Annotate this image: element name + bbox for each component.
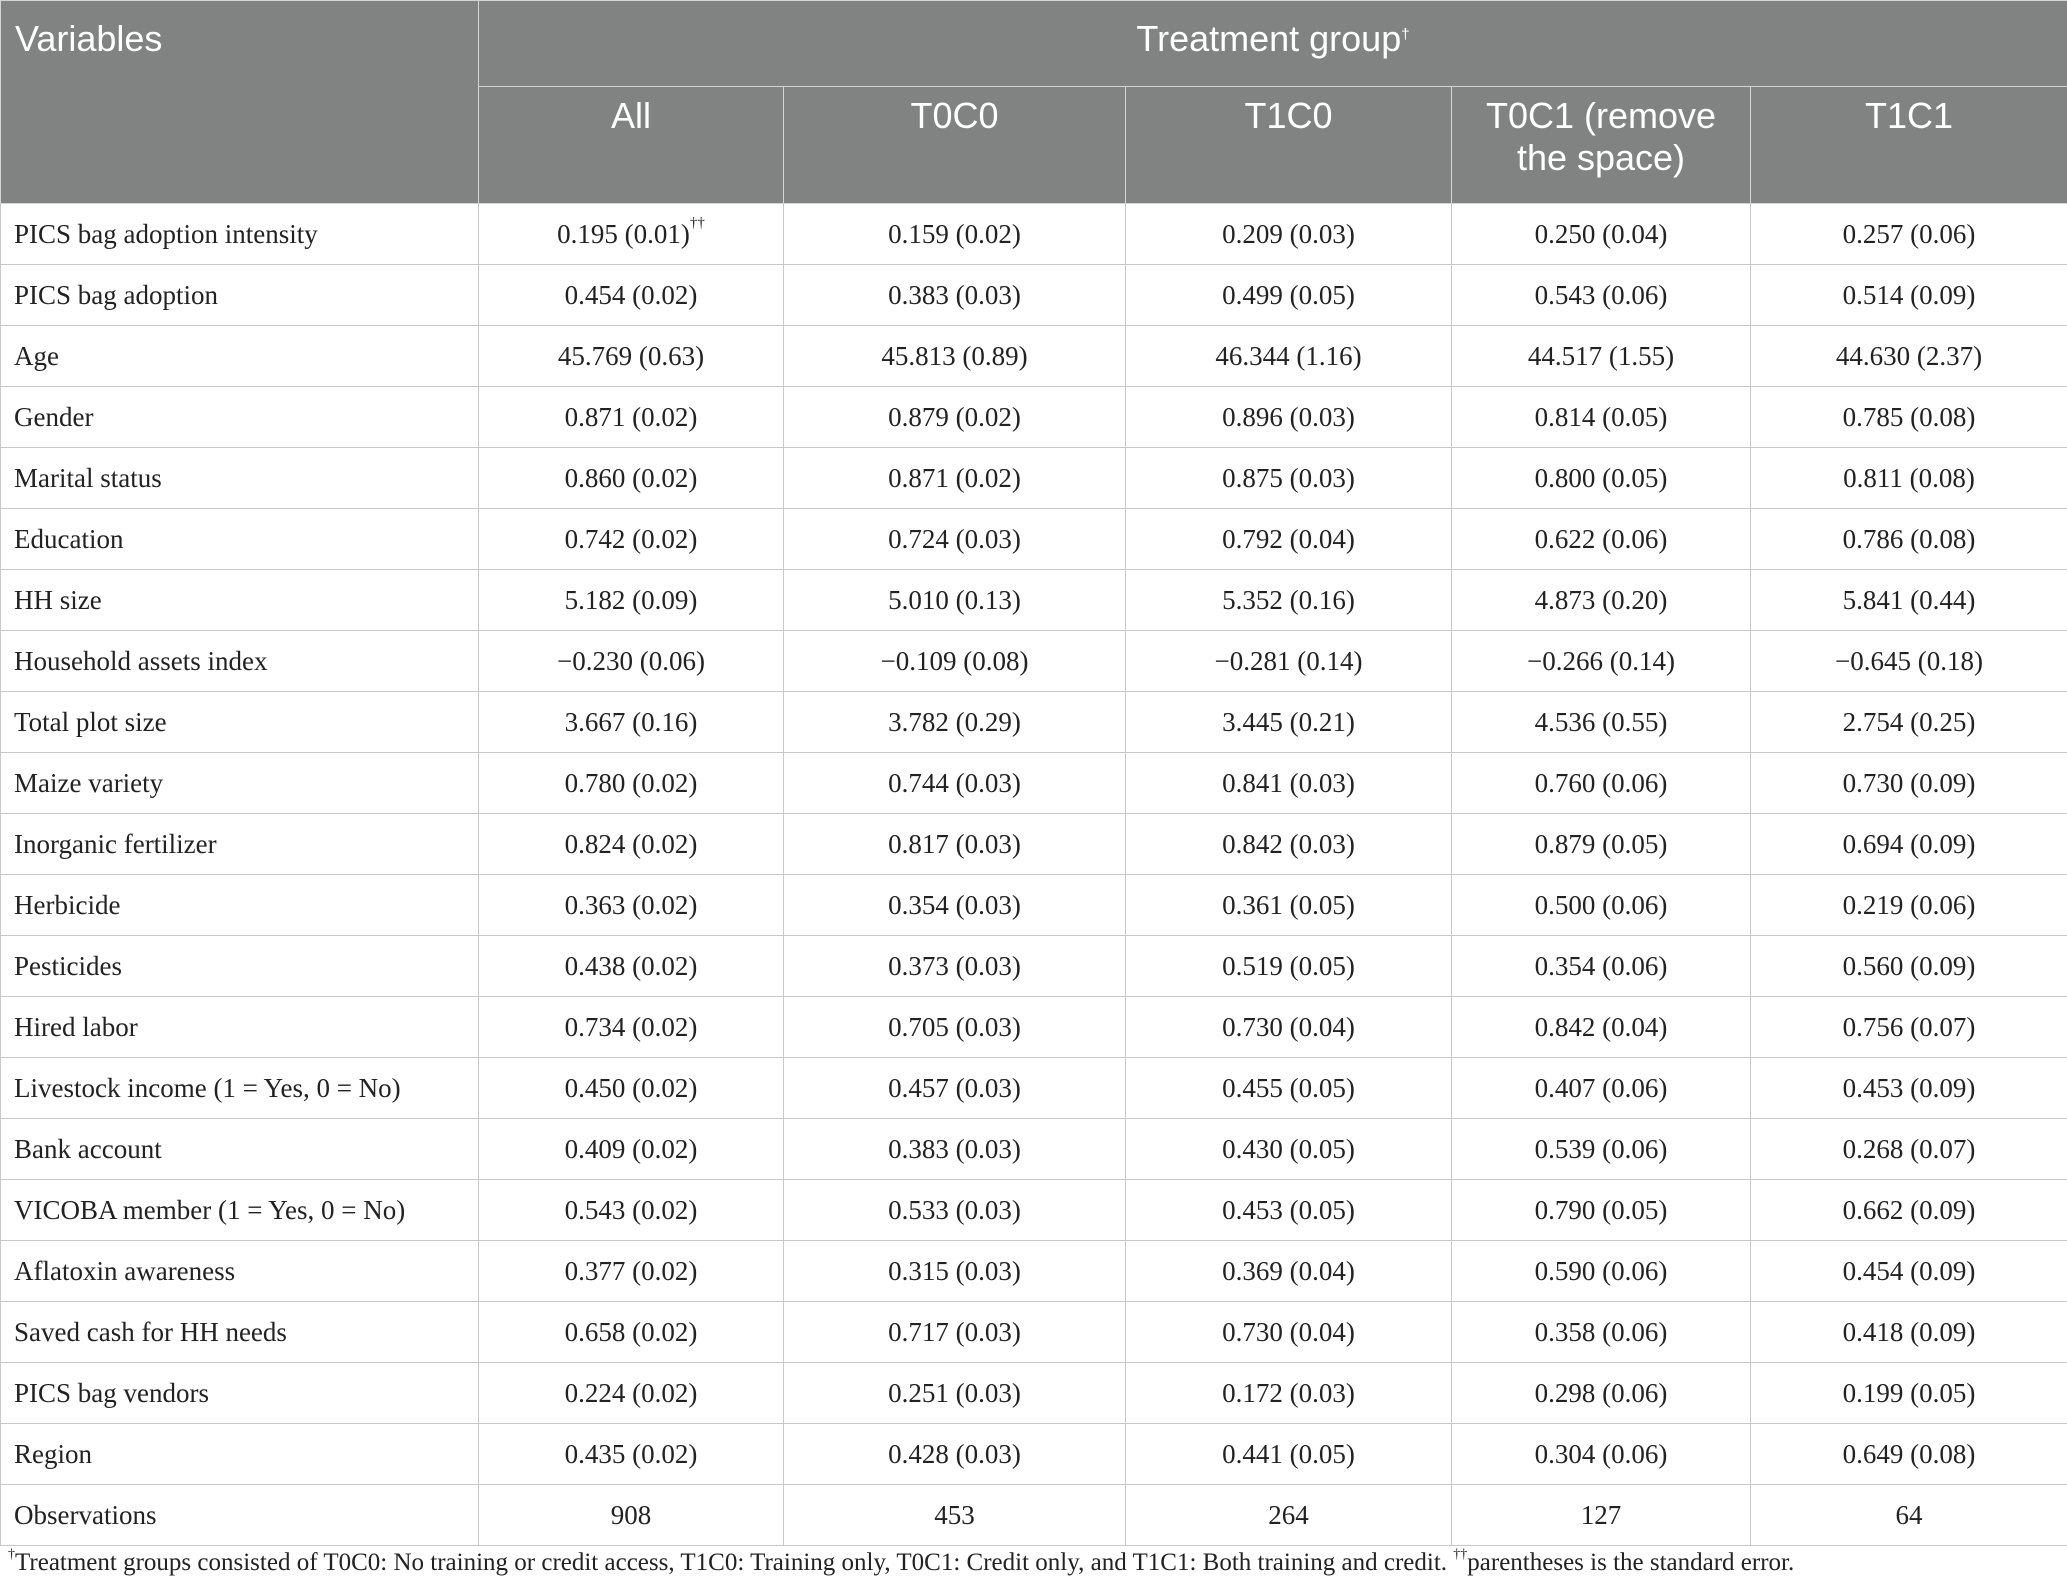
- cell-text: 0.730 (0.09): [1842, 767, 1976, 798]
- cell-value: [784, 570, 1126, 631]
- cell-value: [1452, 448, 1751, 509]
- cell-text: 0.219 (0.06): [1842, 889, 1976, 920]
- table-row: [1, 387, 2067, 448]
- cell-value: [1126, 1180, 1452, 1241]
- cell-text: 0.622 (0.06): [1534, 523, 1668, 554]
- cell-value: [784, 1241, 1126, 1302]
- cell-value: [1126, 1058, 1452, 1119]
- cell-text: 0.363 (0.02): [564, 889, 698, 920]
- cell-text: 5.010 (0.13): [888, 584, 1021, 615]
- cell-value: [784, 1302, 1126, 1363]
- row-label: VICOBA member (1 = Yes, 0 = No): [1, 1180, 479, 1241]
- cell-value: [479, 1119, 784, 1180]
- cell-text: −0.230 (0.06): [557, 645, 705, 676]
- cell-text: 0.435 (0.02): [564, 1438, 698, 1469]
- cell-text: 45.769 (0.63): [557, 340, 705, 371]
- cell-value: [1452, 1241, 1751, 1302]
- cell-text: 0.842 (0.03): [1222, 828, 1355, 859]
- cell-value: [1751, 1180, 2067, 1241]
- table-row: [1, 1241, 2067, 1302]
- cell-text: 0.792 (0.04): [1222, 523, 1355, 554]
- cell-value: [784, 936, 1126, 997]
- cell-value: [1126, 326, 1452, 387]
- cell-text: 0.383 (0.03): [888, 1133, 1021, 1164]
- cell-text: 0.354 (0.06): [1534, 950, 1668, 981]
- cell-text: 4.536 (0.55): [1534, 706, 1668, 737]
- cell-text: 0.453 (0.05): [1222, 1194, 1355, 1225]
- column-header-t0c0: T0C0: [784, 87, 1126, 204]
- table-row: [1, 509, 2067, 570]
- footnote-mark-2: ††: [1453, 1547, 1468, 1562]
- cell-text: 0.172 (0.03): [1222, 1377, 1355, 1408]
- cell-value: [1452, 814, 1751, 875]
- cell-value: [1126, 631, 1452, 692]
- column-header-t1c1: T1C1: [1751, 87, 2067, 204]
- cell-value: [1126, 387, 1452, 448]
- cell-text: 0.354 (0.03): [888, 889, 1021, 920]
- cell-text: 0.742 (0.02): [564, 523, 698, 554]
- cell-value: [1751, 387, 2067, 448]
- cell-value: [1452, 997, 1751, 1058]
- cell-text: −0.109 (0.08): [880, 645, 1029, 676]
- footnote-text-1: Treatment groups consisted of T0C0: No training or credit access, T1C0: Training only, T0C1: Credit only, and T1C1: Both training and credit.: [15, 1549, 1454, 1576]
- cell-value: [1452, 753, 1751, 814]
- cell-text: 0.409 (0.02): [564, 1133, 698, 1164]
- cell-value: [784, 448, 1126, 509]
- cell-text: 0.871 (0.02): [564, 401, 698, 432]
- cell-value: [784, 631, 1126, 692]
- row-label: Region: [1, 1424, 479, 1485]
- row-label: Observations: [1, 1485, 479, 1546]
- cell-text: 0.430 (0.05): [1222, 1133, 1355, 1164]
- variables-header-label: Variables: [15, 18, 163, 59]
- cell-text: 127: [1580, 1499, 1622, 1530]
- cell-value: [1452, 631, 1751, 692]
- treatment-group-footnote-mark: †: [1401, 26, 1410, 43]
- cell-text: 0.438 (0.02): [564, 950, 698, 981]
- cell-text: 0.543 (0.06): [1534, 279, 1668, 310]
- cell-value: [784, 1363, 1126, 1424]
- cell-value: [1751, 326, 2067, 387]
- cell-value: [1751, 1119, 2067, 1180]
- row-label: Saved cash for HH needs: [1, 1302, 479, 1363]
- cell-value: [479, 570, 784, 631]
- cell-text: 0.879 (0.05): [1534, 828, 1668, 859]
- cell-text: 0.499 (0.05): [1222, 279, 1355, 310]
- cell-text: 0.786 (0.08): [1842, 523, 1976, 554]
- cell-value: [479, 875, 784, 936]
- table-row: [1, 1363, 2067, 1424]
- cell-text: 5.182 (0.09): [564, 584, 698, 615]
- cell-text: 0.760 (0.06): [1534, 767, 1668, 798]
- cell-value: [1751, 936, 2067, 997]
- cell-text: 453: [934, 1499, 975, 1530]
- cell-text: 0.734 (0.02): [564, 1011, 698, 1042]
- cell-value: [1452, 1363, 1751, 1424]
- table-row: [1, 1302, 2067, 1363]
- cell-value: [479, 1363, 784, 1424]
- cell-value: [479, 814, 784, 875]
- table-row: [1, 936, 2067, 997]
- cell-text: 0.209 (0.03): [1222, 218, 1355, 249]
- cell-value: [1751, 1058, 2067, 1119]
- cell-text: 3.667 (0.16): [564, 706, 698, 737]
- cell-text: 0.730 (0.04): [1222, 1316, 1355, 1347]
- row-label: Bank account: [1, 1119, 479, 1180]
- cell-text: 0.407 (0.06): [1534, 1072, 1668, 1103]
- cell-value: [1452, 387, 1751, 448]
- row-label: Hired labor: [1, 997, 479, 1058]
- cell-value: [784, 1058, 1126, 1119]
- cell-value: [1751, 692, 2067, 753]
- cell-text: 0.251 (0.03): [888, 1377, 1021, 1408]
- cell-text: 0.457 (0.03): [888, 1072, 1021, 1103]
- cell-text: 0.705 (0.03): [888, 1011, 1021, 1042]
- cell-value: [784, 692, 1126, 753]
- cell-value: [1126, 570, 1452, 631]
- cell-text: 0.590 (0.06): [1534, 1255, 1668, 1286]
- cell-text: 0.361 (0.05): [1222, 889, 1355, 920]
- table-row: [1, 1119, 2067, 1180]
- cell-value: [784, 1485, 1126, 1546]
- cell-value: [1751, 1302, 2067, 1363]
- cell-text: 0.724 (0.03): [888, 523, 1021, 554]
- footnote-text-2: parentheses is the standard error.: [1467, 1549, 1795, 1576]
- cell-text: 0.454 (0.09): [1842, 1255, 1976, 1286]
- cell-text: −0.266 (0.14): [1527, 645, 1675, 676]
- cell-value: [1126, 448, 1452, 509]
- table-row: [1, 875, 2067, 936]
- table-row: [1, 814, 2067, 875]
- cell-value: [479, 1180, 784, 1241]
- cell-value: [1126, 1119, 1452, 1180]
- variables-column-header: [1, 1, 479, 204]
- cell-value: [1126, 875, 1452, 936]
- table-row: [1, 570, 2067, 631]
- cell-value: [479, 387, 784, 448]
- cell-text: 908: [610, 1499, 652, 1530]
- column-header-t1c0: T1C0: [1126, 87, 1452, 204]
- cell-value: [1751, 1363, 2067, 1424]
- cell-value: [479, 204, 784, 265]
- cell-value: [479, 448, 784, 509]
- table-row: [1, 692, 2067, 753]
- cell-text: 0.250 (0.04): [1534, 218, 1668, 249]
- cell-value: [784, 997, 1126, 1058]
- row-label: Pesticides: [1, 936, 479, 997]
- cell-value: [1452, 326, 1751, 387]
- cell-text: 0.195 (0.01): [557, 218, 690, 249]
- cell-text: 0.560 (0.09): [1842, 950, 1976, 981]
- cell-text: 0.842 (0.04): [1534, 1011, 1668, 1042]
- table-row: [1, 753, 2067, 814]
- cell-value: [784, 1180, 1126, 1241]
- cell-text: 0.662 (0.09): [1842, 1194, 1976, 1225]
- cell-value: [1751, 753, 2067, 814]
- cell-text: 0.800 (0.05): [1534, 462, 1668, 493]
- cell-text: 0.649 (0.08): [1842, 1438, 1976, 1469]
- cell-value: [1751, 509, 2067, 570]
- cell-text: 0.780 (0.02): [564, 767, 698, 798]
- cell-text: −0.645 (0.18): [1835, 645, 1983, 676]
- cell-text: 0.875 (0.03): [1222, 462, 1355, 493]
- cell-value: [1126, 204, 1452, 265]
- cell-value: [479, 631, 784, 692]
- footnote-mark-1: †: [8, 1547, 15, 1562]
- row-label: Gender: [1, 387, 479, 448]
- cell-text: 46.344 (1.16): [1215, 340, 1362, 371]
- cell-value: [479, 1302, 784, 1363]
- row-label: Household assets index: [1, 631, 479, 692]
- cell-value: [784, 814, 1126, 875]
- cell-text: 4.873 (0.20): [1534, 584, 1668, 615]
- cell-value: [784, 1424, 1126, 1485]
- cell-value: [1452, 936, 1751, 997]
- table-header: [1, 1, 2067, 204]
- cell-text: 0.257 (0.06): [1842, 218, 1976, 249]
- cell-text: 45.813 (0.89): [881, 340, 1028, 371]
- cell-value: [1751, 875, 2067, 936]
- table-body: [1, 204, 2067, 1546]
- cell-text: 0.658 (0.02): [564, 1316, 698, 1347]
- cell-value: [1126, 1424, 1452, 1485]
- cell-text: 0.298 (0.06): [1534, 1377, 1668, 1408]
- cell-text: 0.879 (0.02): [888, 401, 1021, 432]
- table-row: [1, 265, 2067, 326]
- cell-value: [1126, 753, 1452, 814]
- cell-text: 0.268 (0.07): [1842, 1133, 1976, 1164]
- row-label: Maize variety: [1, 753, 479, 814]
- cell-value: [1126, 814, 1452, 875]
- table-row: [1, 204, 2067, 265]
- cell-text: 3.782 (0.29): [888, 706, 1021, 737]
- standard-error-footnote-mark: ††: [689, 214, 705, 231]
- cell-text: 0.315 (0.03): [888, 1255, 1021, 1286]
- cell-value: [1452, 1180, 1751, 1241]
- cell-value: [784, 204, 1126, 265]
- cell-text: 0.785 (0.08): [1842, 401, 1976, 432]
- header-row-group: [1, 1, 2067, 87]
- cell-text: 0.358 (0.06): [1534, 1316, 1668, 1347]
- cell-text: 0.824 (0.02): [564, 828, 698, 859]
- cell-value: [1126, 997, 1452, 1058]
- cell-value: [784, 265, 1126, 326]
- cell-text: 44.517 (1.55): [1527, 340, 1675, 371]
- cell-text: 0.841 (0.03): [1222, 767, 1355, 798]
- table-row: [1, 1180, 2067, 1241]
- cell-text: 0.224 (0.02): [564, 1377, 698, 1408]
- row-label: Age: [1, 326, 479, 387]
- cell-text: 0.730 (0.04): [1222, 1011, 1355, 1042]
- cell-value: [479, 997, 784, 1058]
- cell-text: 5.352 (0.16): [1222, 584, 1355, 615]
- row-label: Education: [1, 509, 479, 570]
- cell-value: [1751, 814, 2067, 875]
- row-label: Livestock income (1 = Yes, 0 = No): [1, 1058, 479, 1119]
- cell-text: 3.445 (0.21): [1222, 706, 1355, 737]
- treatment-group-header: [479, 1, 2067, 87]
- cell-value: [1452, 1485, 1751, 1546]
- cell-text: 0.519 (0.05): [1222, 950, 1355, 981]
- cell-text: 264: [1268, 1499, 1309, 1530]
- cell-value: [1452, 265, 1751, 326]
- cell-value: [784, 875, 1126, 936]
- cell-value: [1751, 1241, 2067, 1302]
- cell-text: 0.455 (0.05): [1222, 1072, 1355, 1103]
- cell-value: [1751, 448, 2067, 509]
- row-label: Inorganic fertilizer: [1, 814, 479, 875]
- cell-value: [784, 1119, 1126, 1180]
- cell-value: [1452, 1119, 1751, 1180]
- cell-text: 0.860 (0.02): [564, 462, 698, 493]
- table-footnote: [8, 1549, 1794, 1577]
- row-label: PICS bag adoption: [1, 265, 479, 326]
- cell-value: [1751, 997, 2067, 1058]
- cell-value: [479, 326, 784, 387]
- cell-value: [784, 753, 1126, 814]
- cell-value: [479, 692, 784, 753]
- cell-value: [1126, 692, 1452, 753]
- cell-text: 0.454 (0.02): [564, 279, 698, 310]
- cell-value: [479, 509, 784, 570]
- cell-text: −0.281 (0.14): [1214, 645, 1363, 676]
- table-row: [1, 1485, 2067, 1546]
- cell-value: [479, 1241, 784, 1302]
- cell-value: [784, 387, 1126, 448]
- cell-text: 0.790 (0.05): [1534, 1194, 1668, 1225]
- cell-text: 0.543 (0.02): [564, 1194, 698, 1225]
- cell-text: 0.428 (0.03): [888, 1438, 1021, 1469]
- cell-value: [1126, 936, 1452, 997]
- cell-text: 0.514 (0.09): [1842, 279, 1976, 310]
- cell-value: [784, 326, 1126, 387]
- row-label: PICS bag adoption intensity: [1, 204, 479, 265]
- cell-value: [1751, 265, 2067, 326]
- table-row: [1, 326, 2067, 387]
- cell-text: 64: [1895, 1499, 1923, 1530]
- cell-value: [1452, 692, 1751, 753]
- cell-text: 0.418 (0.09): [1842, 1316, 1976, 1347]
- cell-text: 44.630 (2.37): [1835, 340, 1983, 371]
- cell-value: [1126, 1485, 1452, 1546]
- cell-text: 0.159 (0.02): [888, 218, 1021, 249]
- cell-text: 0.441 (0.05): [1222, 1438, 1355, 1469]
- cell-value: [1452, 204, 1751, 265]
- cell-value: [1452, 1058, 1751, 1119]
- column-header-t0c1: T0C1 (remove the space): [1452, 87, 1751, 204]
- cell-text: 0.377 (0.02): [564, 1255, 698, 1286]
- row-label: Total plot size: [1, 692, 479, 753]
- cell-text: 0.717 (0.03): [888, 1316, 1021, 1347]
- cell-value: [1452, 570, 1751, 631]
- cell-text: 0.383 (0.03): [888, 279, 1021, 310]
- cell-value: [1126, 265, 1452, 326]
- cell-value: [1751, 570, 2067, 631]
- row-label: Herbicide: [1, 875, 479, 936]
- cell-value: [479, 936, 784, 997]
- table-row: [1, 1424, 2067, 1485]
- cell-text: 0.500 (0.06): [1534, 889, 1668, 920]
- cell-value: [1452, 1424, 1751, 1485]
- cell-value: [1126, 509, 1452, 570]
- column-header-all: All: [479, 87, 784, 204]
- cell-text: 2.754 (0.25): [1842, 706, 1976, 737]
- cell-value: [479, 1485, 784, 1546]
- treatment-group-label: Treatment group: [1136, 18, 1402, 59]
- cell-value: [1751, 1424, 2067, 1485]
- cell-text: 0.814 (0.05): [1534, 401, 1668, 432]
- cell-text: 0.694 (0.09): [1842, 828, 1976, 859]
- cell-text: 0.533 (0.03): [888, 1194, 1021, 1225]
- cell-value: [1452, 875, 1751, 936]
- cell-value: [1751, 1485, 2067, 1546]
- table-row: [1, 997, 2067, 1058]
- row-label: HH size: [1, 570, 479, 631]
- cell-value: [479, 1058, 784, 1119]
- table-row: [1, 1058, 2067, 1119]
- cell-text: 5.841 (0.44): [1842, 584, 1976, 615]
- cell-value: [479, 753, 784, 814]
- table-row: [1, 448, 2067, 509]
- cell-text: 0.450 (0.02): [564, 1072, 698, 1103]
- cell-text: 0.369 (0.04): [1222, 1255, 1355, 1286]
- cell-text: 0.817 (0.03): [888, 828, 1021, 859]
- cell-value: [1452, 509, 1751, 570]
- cell-text: 0.744 (0.03): [888, 767, 1021, 798]
- cell-value: [784, 509, 1126, 570]
- cell-text: 0.453 (0.09): [1842, 1072, 1976, 1103]
- row-label: PICS bag vendors: [1, 1363, 479, 1424]
- row-label: Aflatoxin awareness: [1, 1241, 479, 1302]
- cell-value: [1751, 204, 2067, 265]
- cell-value: [479, 1424, 784, 1485]
- cell-value: [1126, 1241, 1452, 1302]
- cell-text: 0.811 (0.08): [1843, 462, 1975, 493]
- cell-text: 0.373 (0.03): [888, 950, 1021, 981]
- cell-text: 0.539 (0.06): [1534, 1133, 1668, 1164]
- cell-value: [1126, 1363, 1452, 1424]
- row-label: Marital status: [1, 448, 479, 509]
- cell-text: 0.871 (0.02): [888, 462, 1021, 493]
- cell-text: 0.304 (0.06): [1534, 1438, 1668, 1469]
- cell-value: [1452, 1302, 1751, 1363]
- cell-value: [1751, 631, 2067, 692]
- cell-text: 0.896 (0.03): [1222, 401, 1355, 432]
- cell-text: 0.199 (0.05): [1842, 1377, 1976, 1408]
- cell-value: [1126, 1302, 1452, 1363]
- table-row: [1, 631, 2067, 692]
- cell-text: 0.756 (0.07): [1842, 1011, 1976, 1042]
- cell-value: [479, 265, 784, 326]
